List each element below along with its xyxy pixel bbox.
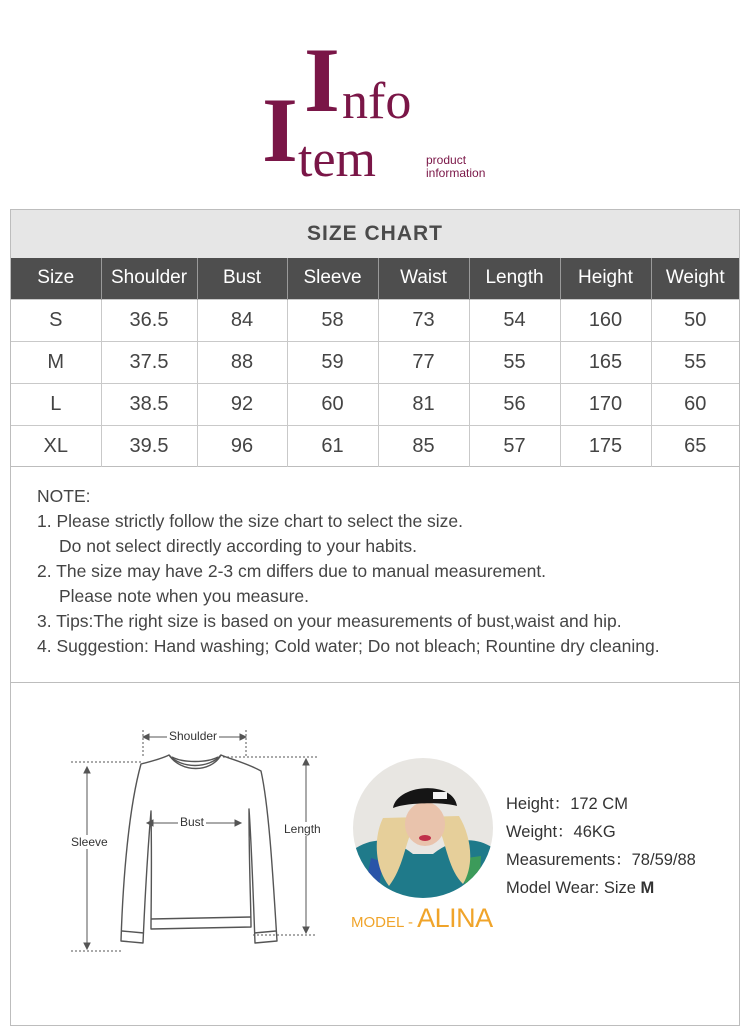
- table-cell: 84: [197, 299, 287, 341]
- logo-letter: I: [304, 29, 340, 131]
- length-label: Length: [284, 822, 321, 836]
- table-cell: 165: [560, 341, 651, 383]
- model-info-section: [10, 682, 740, 1026]
- bust-label: Bust: [180, 815, 205, 829]
- notes-heading: NOTE:: [37, 486, 91, 506]
- table-cell: 54: [469, 299, 560, 341]
- table-row: [11, 425, 739, 467]
- table-cell: 56: [469, 383, 560, 425]
- table-cell: M: [11, 341, 101, 383]
- model-height: Height：172 CM: [506, 795, 628, 813]
- table-cell: S: [11, 299, 101, 341]
- table-cell: 39.5: [101, 425, 197, 467]
- size-table: [11, 258, 739, 467]
- note-line: Do not select directly according to your habits.: [59, 536, 417, 556]
- sleeve-label: Sleeve: [71, 835, 108, 849]
- table-cell: 50: [651, 299, 739, 341]
- model-wear-label: Model Wear: Size: [506, 879, 641, 897]
- column-header: Height: [560, 258, 651, 299]
- table-cell: 175: [560, 425, 651, 467]
- table-cell: 37.5: [101, 341, 197, 383]
- note-line: 1. Please strictly follow the size chart to select the size.: [37, 511, 464, 531]
- table-cell: 96: [197, 425, 287, 467]
- size-chart: [10, 209, 740, 467]
- model-name-text: ALINA: [417, 903, 493, 933]
- table-cell: 88: [197, 341, 287, 383]
- logo-word: tem: [298, 131, 376, 188]
- table-row: [11, 299, 739, 341]
- note-line: 4. Suggestion: Hand washing; Cold water; Do not bleach; Rountine dry cleaning.: [37, 636, 660, 656]
- table-cell: 92: [197, 383, 287, 425]
- table-cell: XL: [11, 425, 101, 467]
- table-cell: 60: [287, 383, 378, 425]
- sweatshirt-outline-icon: [71, 727, 341, 957]
- model-measurements: Measurements：78/59/88: [506, 851, 696, 869]
- table-cell: 65: [651, 425, 739, 467]
- table-cell: 73: [378, 299, 469, 341]
- size-chart-title: SIZE CHART: [11, 210, 739, 258]
- model-weight: Weight：46KG: [506, 823, 616, 841]
- model-wear: [506, 874, 696, 902]
- model-name: [351, 903, 493, 934]
- shoulder-label: Shoulder: [169, 729, 218, 743]
- brand-logo: [262, 29, 502, 188]
- table-cell: 59: [287, 341, 378, 383]
- table-cell: 160: [560, 299, 651, 341]
- column-header: Waist: [378, 258, 469, 299]
- column-header: Length: [469, 258, 560, 299]
- table-cell: 85: [378, 425, 469, 467]
- column-header: Sleeve: [287, 258, 378, 299]
- column-header: Shoulder: [101, 258, 197, 299]
- table-cell: 81: [378, 383, 469, 425]
- table-cell: 77: [378, 341, 469, 383]
- table-header-row: [11, 258, 739, 299]
- logo-word: nfo: [342, 73, 412, 130]
- table-cell: L: [11, 383, 101, 425]
- logo-subtitle: product information: [426, 153, 486, 180]
- column-header: Size: [11, 258, 101, 299]
- column-header: Bust: [197, 258, 287, 299]
- model-prefix: MODEL -: [351, 914, 418, 931]
- table-cell: 38.5: [101, 383, 197, 425]
- table-cell: 170: [560, 383, 651, 425]
- table-cell: 61: [287, 425, 378, 467]
- table-row: [11, 341, 739, 383]
- notes-section: [10, 466, 740, 683]
- table-cell: 60: [651, 383, 739, 425]
- table-cell: 57: [469, 425, 560, 467]
- note-line: Please note when you measure.: [59, 586, 310, 606]
- table-cell: 55: [651, 341, 739, 383]
- note-line: 2. The size may have 2-3 cm differs due to manual measurement.: [37, 561, 547, 581]
- model-wear-size: M: [640, 879, 655, 897]
- garment-measurement-diagram: [71, 727, 341, 957]
- logo-letter: I: [262, 79, 298, 181]
- table-cell: 36.5: [101, 299, 197, 341]
- table-cell: 58: [287, 299, 378, 341]
- table-cell: 55: [469, 341, 560, 383]
- note-line: 3. Tips:The right size is based on your measurements of bust,waist and hip.: [37, 611, 622, 631]
- model-portrait-icon: [353, 758, 493, 898]
- column-header: Weight: [651, 258, 739, 299]
- model-photo: [353, 758, 493, 898]
- table-row: [11, 383, 739, 425]
- model-specs: [506, 790, 696, 902]
